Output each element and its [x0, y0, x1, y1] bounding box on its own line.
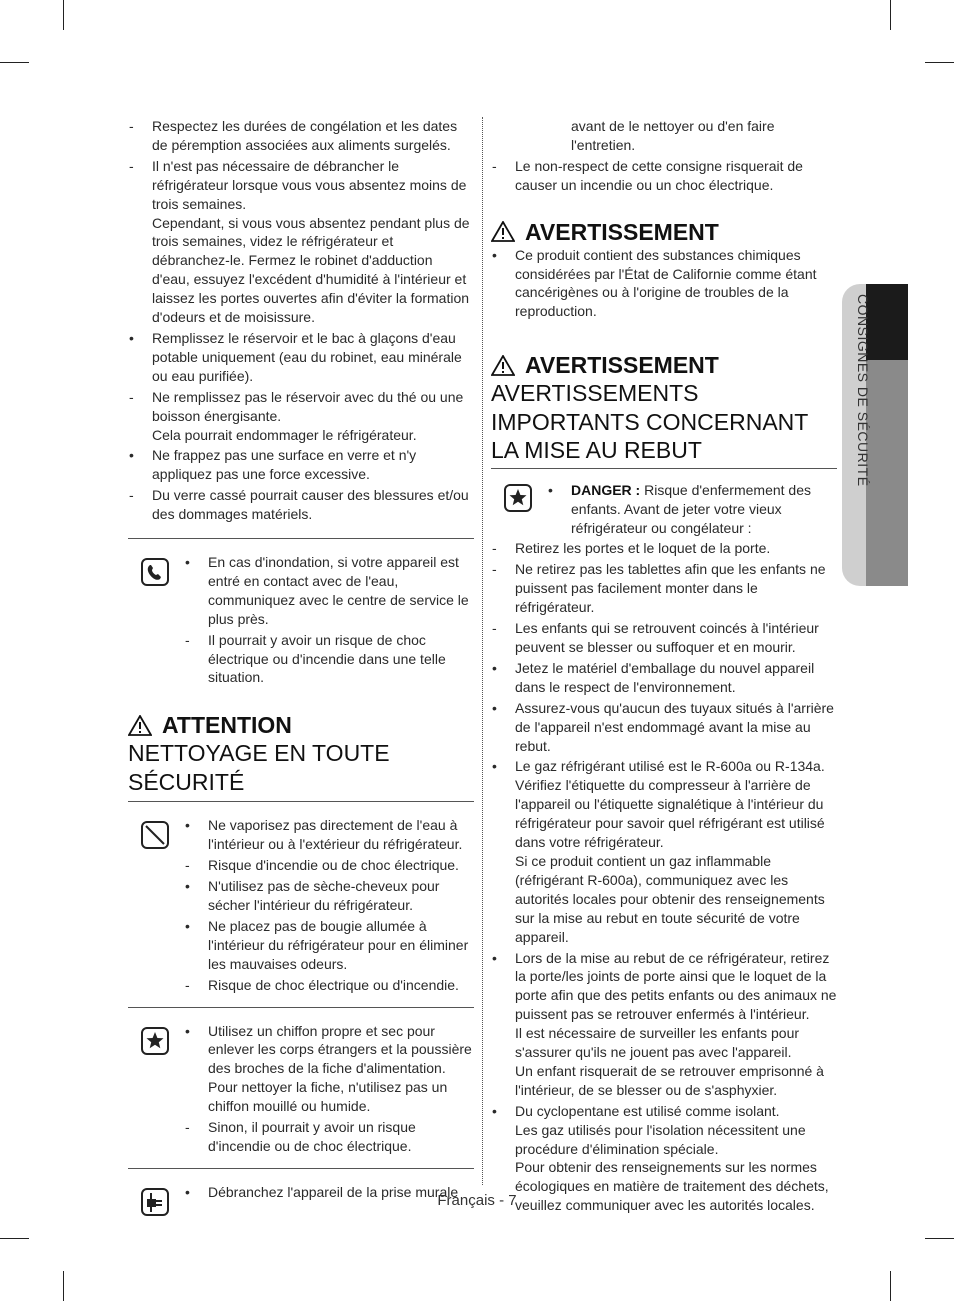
list-item	[128, 117, 474, 155]
star-icon	[504, 484, 532, 512]
dash: -	[492, 561, 497, 578]
list-item	[184, 917, 474, 974]
continued-text: avant de le nettoyer ou d'en faire l'entretien.	[571, 118, 775, 153]
bullet: •	[185, 554, 190, 571]
attention-heading-block	[128, 711, 474, 796]
dash: -	[129, 388, 134, 405]
list-item	[491, 560, 837, 617]
warning-heading-2	[491, 351, 837, 379]
warning-heading-block-2	[491, 351, 837, 465]
list-item-text: Ne vaporisez pas directement de l'eau à l'intérieur ou à l'extérieur du réfrigérateur.	[208, 817, 463, 853]
star-icon	[141, 1027, 169, 1055]
warning-heading-1	[491, 218, 837, 246]
phone-note-list	[128, 553, 474, 687]
dash: -	[185, 1119, 190, 1136]
list-item	[184, 976, 474, 995]
warning-heading-1-text: AVERTISSEMENT	[525, 218, 719, 245]
list-item	[128, 486, 474, 524]
bullet: •	[185, 878, 190, 895]
list-item	[491, 757, 837, 946]
bullet: •	[185, 1183, 190, 1200]
crop-mark	[0, 1238, 29, 1239]
list-item-text: Remplissez le réservoir et le bac à glaçons d'eau potable uniquement (eau du robinet, eau minérale ou eau purifiée).	[152, 329, 462, 384]
column-divider	[482, 117, 483, 1185]
warning-triangle-icon	[491, 355, 515, 376]
list-item	[128, 157, 474, 327]
list-item	[184, 877, 474, 915]
california-warning-list	[491, 246, 837, 322]
list-item-text: En cas d'inondation, si votre appareil est entré en contact avec de l'eau, communiquez avec le centre de service le plus près.	[208, 554, 469, 627]
bullet: •	[492, 949, 497, 966]
phone-icon	[141, 558, 169, 586]
bullet: •	[185, 1022, 190, 1039]
star-note-block	[128, 1007, 474, 1156]
list-item-text: Ce produit contient des substances chimiques considérées par l'État de Californie comme étant cancérigènes ou à l'origine de troubles de la reproduction.	[515, 246, 817, 320]
list-item-text: Le gaz réfrigérant utilisé est le R-600a ou R-134a. Vérifiez l'étiquette du compresseur à l'arrière de l'appareil ou l'étiquette signalétique à l'intérieur du réfrigérateur pour savoir quel réfrigérant est utilisé dans votre réfrigérateur. Si ce produit contient un gaz inflammable (réfrigérant R-600a), communiquez avec les autorités locales pour obtenir des renseignements sur la mise au rebut en toute sécurité de votre appareil.	[515, 758, 825, 945]
dash: -	[185, 857, 190, 874]
list-item-text: Sinon, il pourrait y avoir un risque d'incendie ou de choc électrique.	[208, 1119, 416, 1154]
dash: -	[492, 620, 497, 637]
crop-mark	[890, 0, 891, 30]
list-item-text: Ne placez pas de bougie allumée à l'intérieur du réfrigérateur pour en éliminer les mauvaises odeurs.	[208, 917, 469, 972]
bullet: •	[185, 817, 190, 834]
list-item	[491, 619, 837, 657]
crop-mark	[925, 62, 954, 63]
danger-text: Risque d'enfermement des enfants. Avant de jeter votre vieux réfrigérateur ou congélateur :	[571, 481, 811, 536]
no-spray-list	[128, 816, 474, 994]
list-item-text: Jetez le matériel d'emballage du nouvel appareil dans le respect de l'environnement.	[515, 659, 815, 695]
list-item	[128, 329, 474, 386]
side-tab-label: CONSIGNES DE SÉCURITÉ	[855, 294, 871, 487]
list-item-text: Respectez les durées de congélation et les dates de péremption associées aux aliments surgelés.	[152, 118, 458, 153]
danger-item	[547, 481, 837, 538]
warning-triangle-icon	[491, 221, 515, 242]
disposal-list	[491, 539, 837, 1215]
list-item	[491, 699, 837, 756]
bullet: •	[492, 1102, 497, 1119]
section-side-tab	[842, 284, 908, 586]
warning-triangle-icon	[128, 715, 152, 736]
list-item-text: Ne frappez pas une surface en verre et n'y appliquez pas une force excessive.	[152, 447, 417, 483]
danger-label: DANGER :	[571, 481, 641, 498]
dash: -	[185, 631, 190, 648]
dash: -	[492, 157, 497, 174]
right-column	[491, 117, 837, 1217]
list-item-text: Débranchez l'appareil de la prise murale	[208, 1183, 459, 1200]
list-item	[184, 1118, 474, 1156]
care-list	[128, 117, 474, 524]
list-item-text: Ne remplissez pas le réservoir avec du thé ou une boisson énergisante. Cela pourrait endommager le réfrigérateur.	[152, 388, 464, 443]
list-item	[184, 856, 474, 875]
crop-mark	[63, 0, 64, 30]
list-item-text: Le non-respect de cette consigne risquerait de causer un incendie ou un choc électrique.	[515, 157, 803, 193]
list-item	[128, 388, 474, 445]
list-item-text: Retirez les portes et le loquet de la porte.	[515, 540, 771, 557]
list-item-text: Il pourrait y avoir un risque de choc électrique ou d'incendie dans une telle situation.	[208, 631, 446, 686]
attention-heading	[128, 711, 474, 739]
no-spray-block	[128, 801, 474, 994]
list-item-text: Du cyclopentane est utilisé comme isolant. Les gaz utilisés pour l'isolation nécessitent une procédure d'élimination spéciale. Pour obtenir des renseignements sur les normes écologiques en matière de traitement des déchets, veuillez communiquer avec les autorités locales.	[515, 1102, 829, 1214]
list-item	[491, 246, 837, 322]
warning-heading-block-1	[491, 218, 837, 246]
list-item	[491, 949, 837, 1100]
dash: -	[129, 157, 134, 174]
list-item-text: Ne retirez pas les tablettes afin que les enfants ne puissent pas facilement monter dans le réfrigérateur.	[515, 561, 826, 616]
bullet: •	[492, 246, 497, 263]
crop-mark	[925, 1238, 954, 1239]
continued-list	[491, 157, 837, 195]
list-item-text: Risque de choc électrique ou d'incendie.	[208, 976, 459, 993]
list-item	[128, 446, 474, 484]
list-item-text: N'utilisez pas de sèche-cheveux pour sécher l'intérieur du réfrigérateur.	[208, 878, 440, 913]
crop-mark	[0, 62, 29, 63]
attention-subheading: NETTOYAGE EN TOUTE SÉCURITÉ	[128, 740, 390, 795]
bullet: •	[492, 758, 497, 775]
list-item	[184, 631, 474, 688]
dash: -	[129, 487, 134, 504]
list-item	[184, 816, 474, 854]
phone-note-block	[128, 538, 474, 687]
list-item-text: Les enfants qui se retrouvent coincés à l'intérieur peuvent se blesser ou suffoquer et en mourir.	[515, 620, 819, 655]
list-item	[184, 1022, 474, 1117]
prohibited-icon	[141, 821, 169, 849]
attention-heading-text: ATTENTION	[162, 712, 292, 739]
warning-heading-2-text: AVERTISSEMENT	[525, 352, 719, 379]
list-item-text: Lors de la mise au rebut de ce réfrigérateur, retirez la porte/les joints de porte ainsi que le loquet de la porte afin que des petits enfants ou des animaux ne puissent pas se retrouver enfermés à l'intérieur. Il est nécessaire de surveiller les enfants pour s'assurer qu'ils ne jouent pas avec l'appareil. Un enfant risquerait de se retrouver emprisonné à l'intérieur, de se blesser ou de s'asphyxier.	[515, 949, 837, 1098]
crop-mark	[63, 1271, 64, 1301]
crop-mark	[890, 1271, 891, 1301]
list-item-text: Risque d'incendie ou de choc électrique.	[208, 857, 459, 874]
bullet: •	[492, 699, 497, 716]
list-item	[491, 659, 837, 697]
danger-block	[491, 468, 837, 538]
dash: -	[129, 118, 134, 134]
bullet: •	[548, 481, 553, 498]
list-item-text: Il n'est pas nécessaire de débrancher le réfrigérateur lorsque vous vous absentez moins de trois semaines. Cependant, si vous vous absentez pendant plus de trois semaines, videz le réfrigérateur et débranchez-le. Fermez le robinet d'adduction d'eau, essuyez l'excédent d'humidité à l'intérieur et laissez les portes ouvertes afin d'éviter la formation d'odeurs et de moisissure.	[152, 157, 470, 326]
list-item-text: Utilisez un chiffon propre et sec pour enlever les corps étrangers et la poussière des broches de la fiche d'alimentation. Pour nettoyer la fiche, n'utilisez pas un chiffon mouillé ou humide.	[208, 1022, 472, 1115]
list-item	[491, 157, 837, 195]
star-note-list	[128, 1022, 474, 1156]
dash: -	[185, 976, 190, 993]
bullet: •	[492, 659, 497, 676]
dash: -	[492, 540, 497, 557]
left-column	[128, 117, 474, 1204]
bullet: •	[129, 329, 134, 346]
bullet: •	[185, 917, 190, 934]
list-item	[184, 553, 474, 629]
bullet: •	[129, 447, 134, 464]
disposal-subheading: AVERTISSEMENTS IMPORTANTS CONCERNANT LA MISE AU REBUT	[491, 380, 808, 464]
page-footer: Français - 7	[437, 1192, 517, 1209]
side-tab-black-bar	[866, 284, 908, 360]
list-item-text: Assurez-vous qu'aucun des tuyaux situés à l'arrière de l'appareil n'est endommagé avant la mise au rebut.	[515, 699, 834, 754]
list-item-text: Du verre cassé pourrait causer des blessures et/ou des dommages matériels.	[152, 487, 469, 523]
list-item	[491, 539, 837, 558]
